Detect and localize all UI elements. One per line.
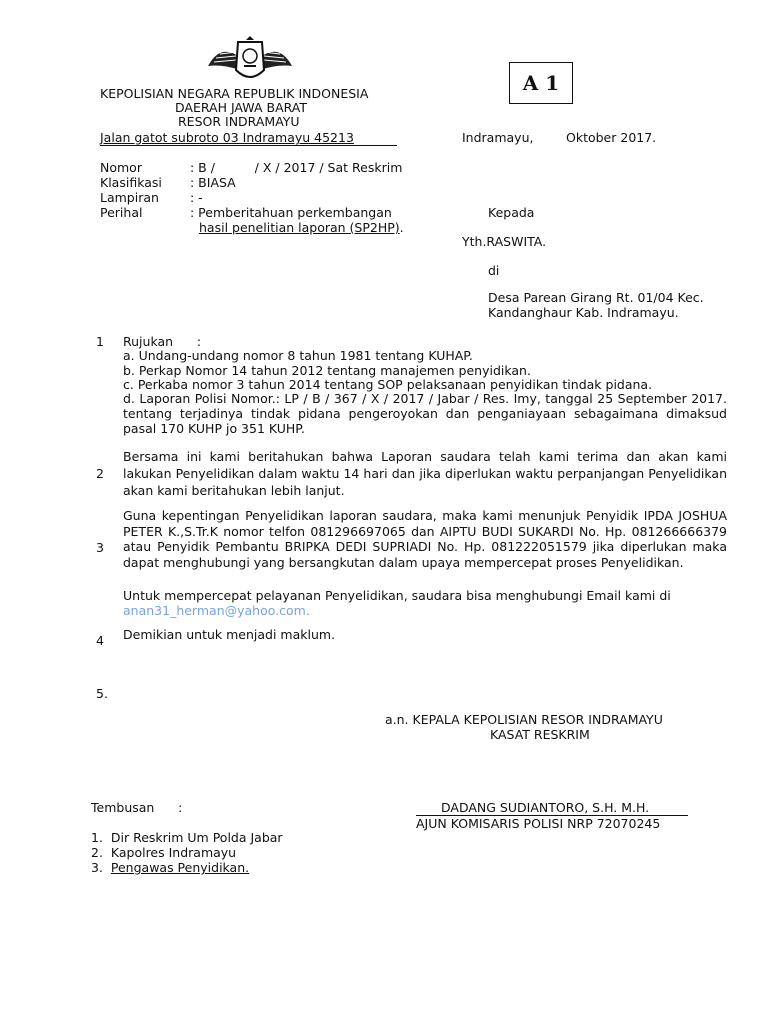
- police-emblem-icon: [200, 36, 300, 86]
- tembusan-label: Tembusan :: [91, 800, 183, 815]
- lampiran-value: : -: [190, 190, 203, 205]
- tembusan-item-2: 2. Kapolres Indramayu: [91, 845, 237, 860]
- recipient-address-1: Desa Parean Girang Rt. 01/04 Kec.: [488, 290, 704, 305]
- tembusan-item-3-text: Pengawas Penyidikan.: [110, 860, 250, 875]
- section-4-number: 4: [96, 633, 104, 648]
- header-org: KEPOLISIAN NEGARA REPUBLIK INDONESIA: [100, 86, 369, 101]
- section-2-text: Bersama ini kami beritahukan bahwa Laporan saudara telah kami terima dan akan kami lakukan Penyelidikan dalam waktu 14 hari dan jika diperlukan waktu perpanjangan Penyelidikan akan kami beritahukan lebih lanjut.: [123, 449, 727, 498]
- section-4-text: Demikian untuk menjadi maklum.: [123, 627, 336, 642]
- nomor-label: Nomor: [100, 160, 142, 175]
- place: Indramayu,: [462, 130, 534, 145]
- header-region: DAERAH JAWA BARAT: [175, 100, 308, 115]
- recipient-name: Yth.RASWITA.: [462, 234, 547, 249]
- section-1-title: Rujukan :: [123, 334, 202, 349]
- perihal-value-2: [199, 220, 404, 235]
- lampiran-label: Lampiran: [100, 190, 159, 205]
- tembusan-item-1: 1. Dir Reskrim Um Polda Jabar: [91, 830, 283, 845]
- perihal-value-2-text: hasil penelitian laporan (SP2HP): [199, 220, 400, 235]
- rujukan-item-d: [123, 391, 727, 436]
- perihal-value-1: : Pemberitahuan perkembangan: [190, 205, 392, 220]
- tembusan-item-3-number: 3.: [91, 860, 103, 875]
- signer-name: DADANG SUDIANTORO, S.H. M.H.: [441, 800, 650, 815]
- tembusan-item-3: [91, 860, 249, 875]
- header-underline: [100, 145, 397, 146]
- perihal-dot: .: [399, 220, 404, 235]
- rujukan-item-d-text: d. Laporan Polisi Nomor.: LP / B / 367 / X / 2017 / Jabar / Res. Imy, tanggal 25 September 2017. tentang terjadinya tindak pidana pengeroyokan dan penganiayaan sebagaimana dimaksud pasal 170 KUHP jo 351 KUHP.: [123, 391, 727, 436]
- perihal-label: Perihal: [100, 205, 143, 220]
- signature-title: a.n. KEPALA KEPOLISIAN RESOR INDRAMAYU: [385, 712, 663, 727]
- section-1-number: 1: [96, 334, 104, 349]
- kepada-label: Kepada: [488, 205, 535, 220]
- section-3-text: Guna kepentingan Penyelidikan laporan saudara, maka kami menunjuk Penyidik IPDA JOSHUA PETER K.,S.Tr.K nomor telfon 081296697065 dan AIPTU BUDI SUKARDI No. Hp. 081266666379 atau Penyidik Pembantu BRIPKA DEDI SUPRIADI No. Hp. 081222051579 jika diperlukan maka dapat menghubungi yang bersangkutan dalam upaya mempercepat proses Penyelidikan.: [123, 508, 727, 570]
- section-2-number: 2: [96, 466, 104, 481]
- email-link[interactable]: anan31_herman@yahoo.com.: [123, 603, 310, 618]
- section-5-number: 5.: [96, 686, 108, 701]
- klasifikasi-value: : BIASA: [190, 175, 236, 190]
- rujukan-item-a: a. Undang-undang nomor 8 tahun 1981 tentang KUHAP.: [123, 348, 473, 363]
- recipient-di: di: [488, 263, 500, 278]
- signer-rank: AJUN KOMISARIS POLISI NRP 72070245: [416, 816, 661, 831]
- nomor-value: : B / / X / 2017 / Sat Reskrim: [190, 160, 403, 175]
- section-3-number: 3: [96, 540, 104, 555]
- signature-position: KASAT RESKRIM: [490, 727, 590, 742]
- klasifikasi-label: Klasifikasi: [100, 175, 162, 190]
- section-3-email-text: Untuk mempercepat pelayanan Penyelidikan, saudara bisa menghubungi Email kami di: [123, 588, 671, 603]
- header-address: Jalan gatot subroto 03 Indramayu 45213: [100, 130, 354, 145]
- date: Oktober 2017.: [566, 130, 657, 145]
- header-resor: RESOR INDRAMAYU: [178, 114, 300, 129]
- doc-code-box: A 1: [509, 62, 573, 104]
- recipient-address-2: Kandanghaur Kab. Indramayu.: [488, 305, 679, 320]
- rujukan-item-c: c. Perkaba nomor 3 tahun 2014 tentang SOP pelaksanaan penyidikan tindak pidana.: [123, 377, 653, 392]
- rujukan-item-b: b. Perkap Nomor 14 tahun 2012 tentang manajemen penyidikan.: [123, 363, 531, 378]
